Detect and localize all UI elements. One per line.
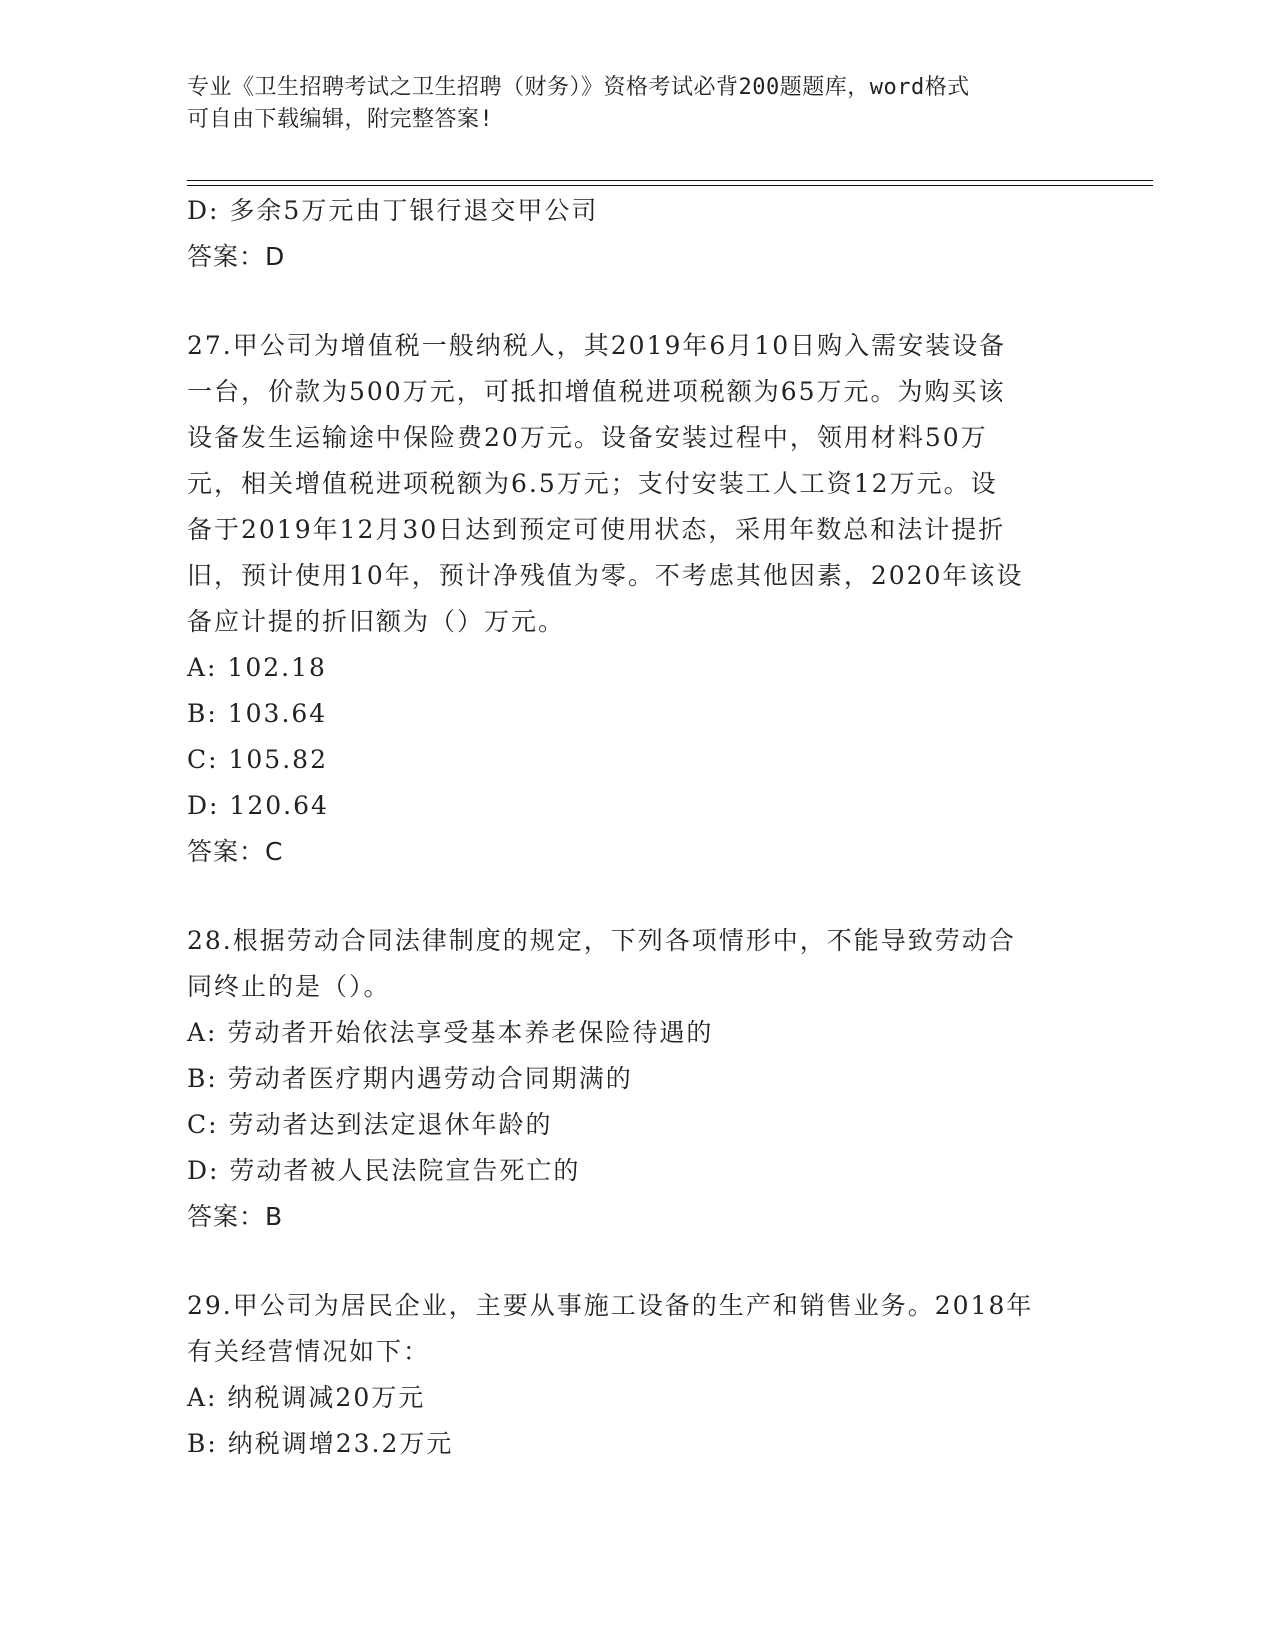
question-27 xyxy=(187,323,1087,875)
header-divider-bottom xyxy=(187,185,1153,186)
spacer xyxy=(187,280,1087,323)
option-a: A: 劳动者开始依法享受基本养老保险待遇的 xyxy=(187,1018,714,1047)
question-29 xyxy=(187,1283,1087,1467)
header-divider-top xyxy=(187,180,1153,181)
option-d: D: 多余5万元由丁银行退交甲公司 xyxy=(187,196,599,225)
spacer xyxy=(187,875,1087,918)
question-28 xyxy=(187,918,1087,1240)
question-text-line: 设备发生运输途中保险费20万元。设备安装过程中，领用材料50万 xyxy=(187,423,988,452)
spacer xyxy=(187,1240,1087,1283)
option-c: C: 105.82 xyxy=(187,745,328,774)
question-text-line: 29.甲公司为居民企业，主要从事施工设备的生产和销售业务。2018年 xyxy=(187,1291,1034,1320)
question-text-line: 同终止的是（）。 xyxy=(187,972,391,1001)
option-b: B: 劳动者医疗期内遇劳动合同期满的 xyxy=(187,1064,633,1093)
question-text-line: 备应计提的折旧额为（）万元。 xyxy=(187,607,566,636)
document-body xyxy=(187,188,1087,1467)
document-header xyxy=(187,72,1067,136)
answer: 答案：C xyxy=(187,837,284,866)
question-text-line: 28.根据劳动合同法律制度的规定，下列各项情形中，不能导致劳动合 xyxy=(187,926,1016,955)
question-text-line: 旧，预计使用10年，预计净残值为零。不考虑其他因素，2020年该设 xyxy=(187,561,1024,590)
answer: 答案：D xyxy=(187,242,286,271)
option-b: B: 103.64 xyxy=(187,699,328,728)
header-title-line-2: 可自由下载编辑，附完整答案! xyxy=(187,107,494,132)
question-text-line: 有关经营情况如下： xyxy=(187,1337,431,1366)
option-b: B: 纳税调增23.2万元 xyxy=(187,1429,454,1458)
question-text-line: 一台，价款为500万元，可抵扣增值税进项税额为65万元。为购买该 xyxy=(187,377,1006,406)
option-c: C: 劳动者达到法定退休年龄的 xyxy=(187,1110,553,1139)
header-title-line-1: 专业《卫生招聘考试之卫生招聘（财务）》资格考试必背200题题库，word格式 xyxy=(187,75,970,100)
question-text-line: 27.甲公司为增值税一般纳税人，其2019年6月10日购入需安装设备 xyxy=(187,331,1007,360)
option-a: A: 纳税调减20万元 xyxy=(187,1383,426,1412)
option-d: D: 120.64 xyxy=(187,791,329,820)
question-text-line: 备于2019年12月30日达到预定可使用状态，采用年数总和法计提折 xyxy=(187,515,1006,544)
answer: 答案：B xyxy=(187,1202,284,1231)
question-text-line: 元，相关增值税进项税额为6.5万元；支付安装工人工资12万元。设 xyxy=(187,469,998,498)
option-d: D: 劳动者被人民法院宣告死亡的 xyxy=(187,1156,581,1185)
option-a: A: 102.18 xyxy=(187,653,327,682)
